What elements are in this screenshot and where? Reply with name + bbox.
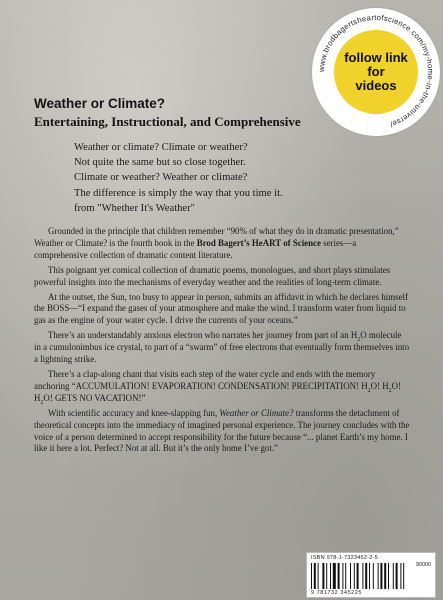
barcode-bar bbox=[338, 563, 340, 589]
epigraph-poem bbox=[74, 140, 374, 216]
barcode-bar bbox=[393, 563, 394, 589]
badge-url: www.brodbagertsheartofscience.com/my-home-in-the-universe/ bbox=[316, 12, 436, 130]
barcode-bar bbox=[345, 563, 346, 589]
barcode-bar bbox=[378, 563, 379, 589]
barcode-bar bbox=[311, 563, 312, 589]
barcode-bar bbox=[357, 563, 359, 589]
barcode-bar bbox=[333, 563, 336, 589]
barcode-bar bbox=[330, 563, 331, 589]
barcode-bar bbox=[314, 563, 316, 589]
isbn-number: ISBN 978-1-7323452-2-5 bbox=[311, 555, 378, 561]
barcode-bar bbox=[326, 563, 327, 589]
barcode-bar bbox=[380, 563, 382, 589]
back-cover-description bbox=[34, 226, 410, 458]
barcode-bar bbox=[388, 563, 389, 589]
video-link-badge[interactable] bbox=[312, 8, 440, 136]
barcode-bar bbox=[342, 563, 343, 589]
paragraph: There’s a clap-along chant that visits each step of the water cycle and ends with the memory anchoring “ACCUMULATION! EVAPORATION! CONDENSATION! PRECIPITATION! $H_2O$! $H_2O$! $H_2O$! GETS NO VACATION!” bbox=[34, 368, 402, 406]
series-name: Brod Bagert’s HeART of Science bbox=[196, 237, 321, 248]
paragraph: With scientific accuracy and knee-slapping fun, Weather or Climate? transforms the detachment of theoretical concepts into the immediacy of imagined personal experience. The journey concludes with the voice of a person determined to accept responsibility for the future because “... planet Earth’s my home. I like it here a lot. Perfect? Not at all. But it’s the only home I’ve got.” bbox=[34, 407, 410, 454]
barcode-bar bbox=[318, 563, 319, 589]
poem-line: Climate or weather? Weather or climate? bbox=[74, 172, 248, 184]
price-code: 90000 bbox=[416, 562, 431, 568]
badge-center[interactable] bbox=[334, 30, 418, 114]
barcode-bars bbox=[311, 563, 431, 589]
isbn-barcode bbox=[306, 552, 436, 598]
paragraph: This poignant yet comical collection of dramatic poems, monologues, and short plays stimulates powerful insights into the mechanisms of everyday weather and the realities of long-term climate. bbox=[34, 264, 391, 287]
poem-line: Not quite the same but so close together. bbox=[74, 157, 246, 169]
barcode-bar bbox=[365, 563, 367, 589]
poem-line: The difference is simply the way that you time it. bbox=[74, 187, 283, 199]
book-title-italic: Weather or Climate? bbox=[219, 407, 294, 418]
poem-line: Weather or climate? Climate or weather? bbox=[74, 142, 248, 153]
barcode-bar bbox=[403, 563, 404, 589]
barcode-bar bbox=[373, 563, 374, 589]
book-subtitle: Entertaining, Instructional, and Comprehensive bbox=[34, 114, 301, 129]
barcode-bar bbox=[362, 563, 363, 589]
paragraph: There’s an understandably anxious electron who narrates her journey from part of an $H_2O$ molecule in a cumulonimbus ice crystal, to part of a “swarm” of free electrons that eventually form themselves into a lightning strike. bbox=[34, 330, 410, 365]
paragraph: At the outset, the Sun, too busy to appear in person, submits an affidavit in which he declares himself the BOSS—“I expand the gases of your atmosphere and make the wind. I transform water from liquid to gas as the engine of your water cycle. I drive the currents of your oceans.” bbox=[34, 291, 408, 326]
poem-attribution: from "Whether It's Weather" bbox=[74, 202, 195, 214]
barcode-bar bbox=[396, 563, 398, 589]
barcode-bar bbox=[384, 563, 386, 589]
barcode-bar bbox=[322, 563, 324, 589]
barcode-digits: 9 781732 345225 bbox=[311, 590, 362, 596]
paragraph: Grounded in the principle that children remember “90% of what they do in dramatic presentation,” Weather or Climate? is the fourth book in the Brod Bagert’s HeART of Science series—a comprehensive collection of dramatic content literature. bbox=[34, 226, 399, 260]
badge-cta-text: follow link for videos bbox=[344, 50, 408, 93]
barcode-bar bbox=[350, 563, 351, 589]
barcode-bar bbox=[369, 563, 370, 589]
book-title: Weather or Climate? bbox=[34, 96, 166, 111]
barcode-bar bbox=[354, 563, 355, 589]
barcode-bar bbox=[400, 563, 401, 589]
